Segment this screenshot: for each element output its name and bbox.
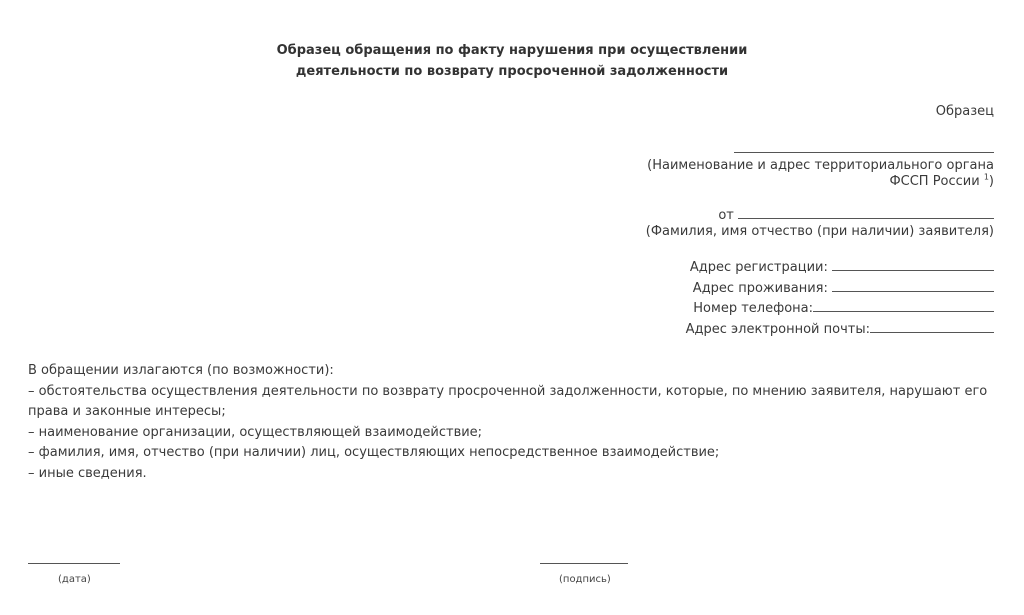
addressee-fill-line	[647, 140, 994, 158]
sample-label: Образец	[935, 104, 994, 119]
email-address-field: Адрес электронной почты:	[686, 320, 994, 341]
body-item-4: – иные сведения.	[28, 465, 147, 481]
body-item-1: – обстоятельства осуществления деятельности по возврату просроченной задолженности, которые, по мнению заявителя, нарушают его права и законные интересы;	[28, 383, 988, 419]
date-line	[28, 563, 120, 564]
footnote-marker: 1	[983, 172, 989, 182]
phone-number-field: Номер телефона:	[686, 299, 994, 320]
document-body	[28, 361, 998, 484]
registration-address-field: Адрес регистрации:	[686, 258, 994, 279]
signature-label: (подпись)	[559, 574, 611, 585]
date-label: (дата)	[58, 574, 91, 585]
from-block	[646, 206, 994, 240]
body-item-3: – фамилия, имя, отчество (при наличии) лиц, осуществляющих непосредственное взаимодействие;	[28, 445, 720, 460]
addressee-block	[647, 140, 994, 190]
body-intro: В обращении излагаются (по возможности):	[28, 363, 334, 378]
document-title	[0, 40, 1024, 82]
signature-line	[540, 563, 628, 564]
addressee-caption-2: ФССП России $^1$)	[889, 172, 994, 189]
residence-address-field: Адрес проживания:	[686, 279, 994, 300]
addressee-caption-1: (Наименование и адрес территориального органа	[647, 158, 994, 173]
title-line-2: деятельности по возврату просроченной задолженности	[295, 64, 729, 79]
contact-fields	[686, 258, 994, 340]
from-caption: (Фамилия, имя отчество (при наличии) заявителя)	[645, 224, 994, 239]
from-line: от	[646, 206, 994, 224]
body-item-2: – наименование организации, осуществляющей взаимодействие;	[28, 424, 483, 440]
title-line-1: Образец обращения по факту нарушения при осуществлении	[276, 43, 748, 58]
